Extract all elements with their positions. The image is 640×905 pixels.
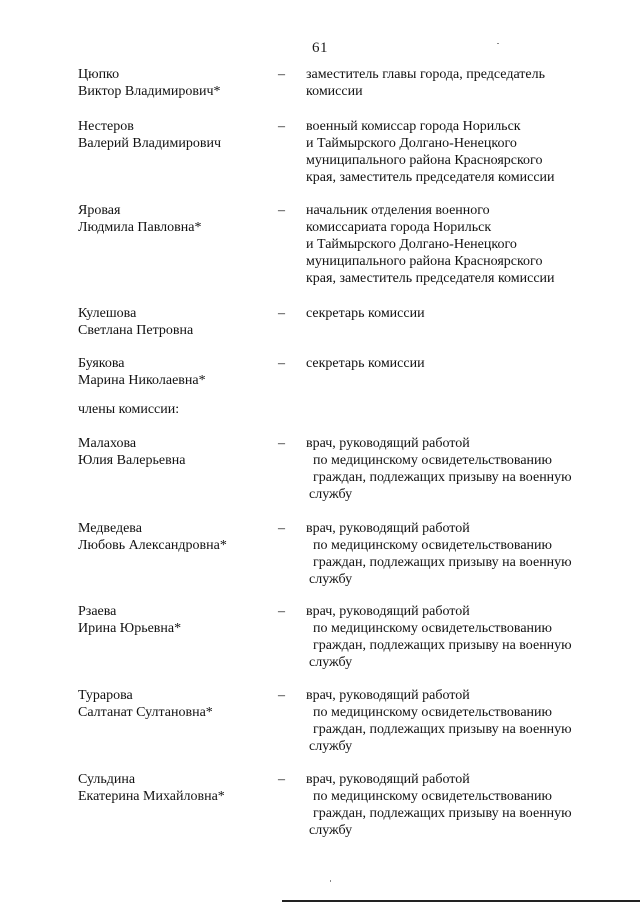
scan-speck — [330, 880, 331, 882]
member-role-line: по медицинскому освидетельствованию — [313, 453, 553, 468]
member-given-names: Людмила Павловна* — [78, 220, 202, 235]
member-name — [78, 603, 278, 637]
member-role-line: края, заместитель председателя комиссии — [306, 271, 555, 286]
member-surname: Буякова — [78, 356, 125, 371]
member-role-line: по медицинскому освидетельствованию — [313, 621, 553, 636]
member-role-line: граждан, подлежащих призыву на военную — [313, 470, 572, 485]
member-name — [78, 118, 278, 152]
member-role — [306, 771, 606, 839]
member-role-line: секретарь комиссии — [306, 306, 425, 321]
member-role-line: по медицинскому освидетельствованию — [313, 705, 553, 720]
member-surname: Турарова — [78, 688, 133, 703]
member-role-line: комиссариата города Норильск — [306, 220, 492, 235]
dash-separator: – — [278, 604, 285, 619]
member-given-names: Валерий Владимирович — [78, 136, 222, 151]
member-role-line: граждан, подлежащих призыву на военную — [313, 806, 572, 821]
member-name — [78, 305, 278, 339]
member-given-names: Ирина Юрьевна* — [78, 621, 182, 636]
member-role-line: края, заместитель председателя комиссии — [306, 170, 555, 185]
member-given-names: Виктор Владимирович* — [78, 84, 221, 99]
member-name — [78, 520, 278, 554]
member-surname: Сульдина — [78, 772, 136, 787]
member-surname: Кулешова — [78, 306, 137, 321]
member-role-line: и Таймырского Долгано-Ненецкого — [306, 237, 517, 252]
member-name — [78, 435, 278, 469]
member-name — [78, 771, 278, 805]
member-given-names: Екатерина Михайловна* — [78, 789, 225, 804]
scan-speck — [497, 43, 499, 44]
member-role-line: военный комиссар города Норильск — [306, 119, 521, 134]
member-surname: Нестеров — [78, 119, 134, 134]
member-role-line: врач, руководящий работой — [306, 604, 470, 619]
member-surname: Яровая — [78, 203, 121, 218]
bottom-rule — [282, 900, 640, 902]
member-role-line: по медицинскому освидетельствованию — [313, 538, 553, 553]
members-heading: члены комиссии: — [78, 402, 180, 417]
member-role-line: и Таймырского Долгано-Ненецкого — [306, 136, 517, 151]
dash-separator: – — [278, 772, 285, 787]
page-number: 61 — [312, 40, 328, 56]
dash-separator: – — [278, 356, 285, 371]
dash-separator: – — [278, 521, 285, 536]
member-given-names: Любовь Александровна* — [78, 538, 227, 553]
member-role-line: начальник отделения военного — [306, 203, 490, 218]
member-role — [306, 118, 606, 186]
dash-separator: – — [278, 306, 285, 321]
member-role-line: службу — [309, 655, 353, 670]
dash-separator: – — [278, 688, 285, 703]
member-role-line: граждан, подлежащих призыву на военную — [313, 722, 572, 737]
member-role-line: граждан, подлежащих призыву на военную — [313, 555, 572, 570]
member-role-line: службу — [309, 572, 353, 587]
member-role-line: врач, руководящий работой — [306, 521, 470, 536]
member-surname: Малахова — [78, 436, 137, 451]
member-role — [306, 603, 606, 671]
member-role-line: врач, руководящий работой — [306, 688, 470, 703]
member-role — [306, 435, 606, 503]
dash-separator: – — [278, 203, 285, 218]
dash-separator: – — [278, 119, 285, 134]
member-role-line: заместитель главы города, председатель — [306, 67, 546, 82]
member-name — [78, 687, 278, 721]
member-role-line: службу — [309, 823, 353, 838]
member-role-line: врач, руководящий работой — [306, 772, 470, 787]
member-role — [306, 520, 606, 588]
member-role-line: муниципального района Красноярского — [306, 153, 543, 168]
member-role-line: врач, руководящий работой — [306, 436, 470, 451]
dash-separator: – — [278, 67, 285, 82]
member-name — [78, 202, 278, 236]
member-role-line: комиссии — [306, 84, 363, 99]
member-role — [306, 66, 606, 100]
member-role-line: по медицинскому освидетельствованию — [313, 789, 553, 804]
member-role — [306, 202, 606, 287]
member-given-names: Юлия Валерьевна — [78, 453, 186, 468]
member-given-names: Салтанат Султановна* — [78, 705, 213, 720]
member-role — [306, 355, 606, 372]
member-surname: Медведева — [78, 521, 142, 536]
member-name — [78, 66, 278, 100]
member-role-line: муниципального района Красноярского — [306, 254, 543, 269]
member-role-line: граждан, подлежащих призыву на военную — [313, 638, 572, 653]
member-surname: Рзаева — [78, 604, 117, 619]
member-surname: Цюпко — [78, 67, 120, 82]
member-role-line: службу — [309, 739, 353, 754]
member-given-names: Марина Николаевна* — [78, 373, 206, 388]
member-role — [306, 687, 606, 755]
dash-separator: – — [278, 436, 285, 451]
member-role-line: службу — [309, 487, 353, 502]
member-role — [306, 305, 606, 322]
member-name — [78, 355, 278, 389]
member-given-names: Светлана Петровна — [78, 323, 194, 338]
member-role-line: секретарь комиссии — [306, 356, 425, 371]
